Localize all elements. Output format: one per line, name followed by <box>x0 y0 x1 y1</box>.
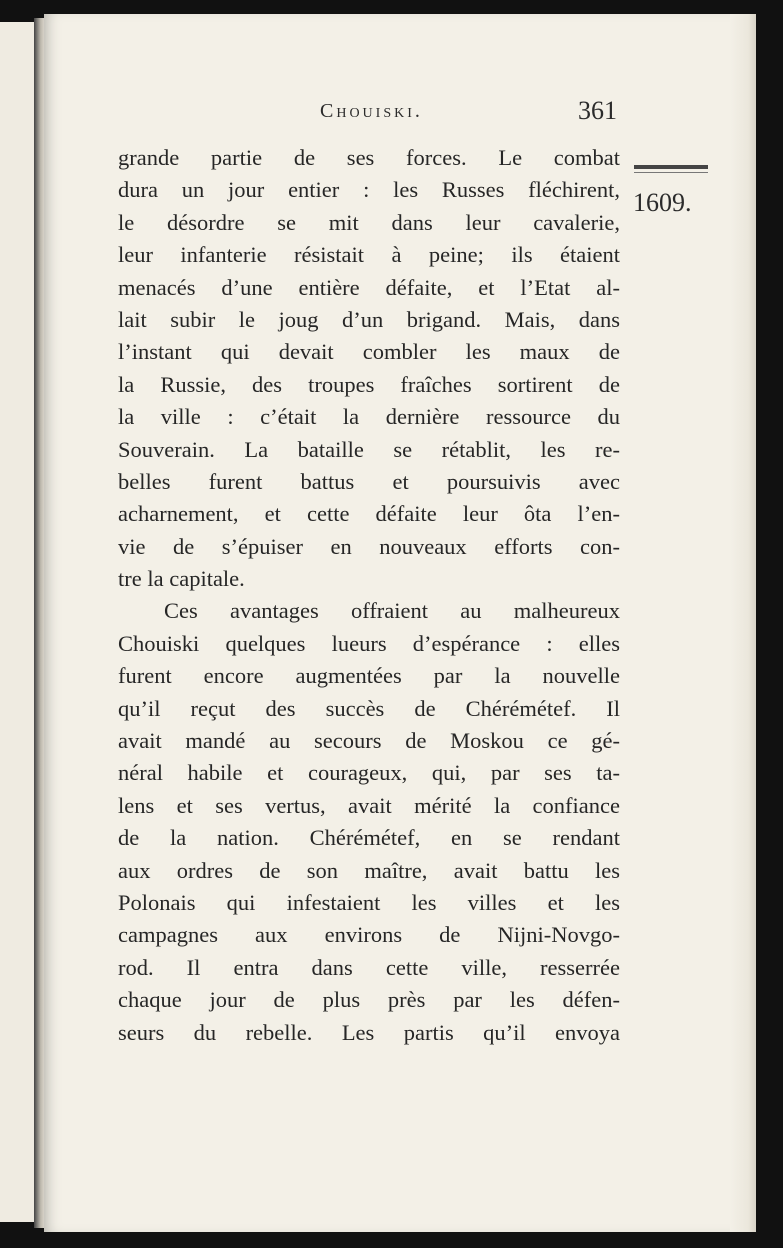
paragraph-first-line: Ces avantages offraient au malheureux <box>164 598 620 624</box>
text-line: furent encore augmentées par la nouvelle <box>118 663 620 689</box>
paragraph-last-line: tre la capitale. <box>118 566 245 592</box>
text-line: grande partie de ses forces. Le combat <box>118 145 620 170</box>
text-line: seurs du rebelle. Les partis qu’il envoya <box>118 1019 620 1045</box>
page-edge <box>730 14 756 1232</box>
body-text <box>118 142 620 1049</box>
text-line: lait subir le joug d’un brigand. Mais, dans <box>118 306 620 332</box>
margin-rule-thin <box>634 172 708 173</box>
text-line: qu’il reçut des succès de Chérémétef. Il <box>118 695 620 721</box>
page-number: 361 <box>578 96 617 125</box>
text-line: menacés d’une entière défaite, et l’Etat al- <box>118 274 620 300</box>
text-line: leur infanterie résistait à peine; ils étaient <box>118 242 620 268</box>
running-title: Chouiski. <box>320 100 423 122</box>
text-line: Souverain. La bataille se rétablit, les re- <box>118 436 620 462</box>
text-line: le désordre se mit dans leur cavalerie, <box>118 209 620 235</box>
text-line: de la nation. Chérémétef, en se rendant <box>118 825 620 851</box>
text-line: belles furent battus et poursuivis avec <box>118 468 620 494</box>
text-line: chaque jour de plus près par les défen- <box>118 987 620 1013</box>
text-line: néral habile et courageux, qui, par ses ta- <box>118 760 620 786</box>
text-line: lens et ses vertus, avait mérité la confiance <box>118 792 620 818</box>
text-line: dura un jour entier : les Russes fléchirent, <box>118 177 620 203</box>
text-line: aux ordres de son maître, avait battu les <box>118 857 620 883</box>
text-line: rod. Il entra dans cette ville, resserrée <box>118 954 620 980</box>
text-line: acharnement, et cette défaite leur ôta l’en- <box>118 501 620 527</box>
text-line: vie de s’épuiser en nouveaux efforts con- <box>118 533 620 559</box>
margin-year-note: 1609. <box>633 188 692 217</box>
margin-rule <box>634 165 708 169</box>
text-line: Chouiski quelques lueurs d’espérance : elles <box>118 630 620 656</box>
text-line: Polonais qui infestaient les villes et les <box>118 889 620 915</box>
text-line: la ville : c’était la dernière ressource du <box>118 404 620 430</box>
text-line: la Russie, des troupes fraîches sortirent de <box>118 371 620 397</box>
text-line: campagnes aux environs de Nijni-Novgo- <box>118 922 620 948</box>
text-line: l’instant qui devait combler les maux de <box>118 339 620 365</box>
text-line: avait mandé au secours de Moskou ce gé- <box>118 728 620 754</box>
previous-page-edge <box>0 22 37 1222</box>
